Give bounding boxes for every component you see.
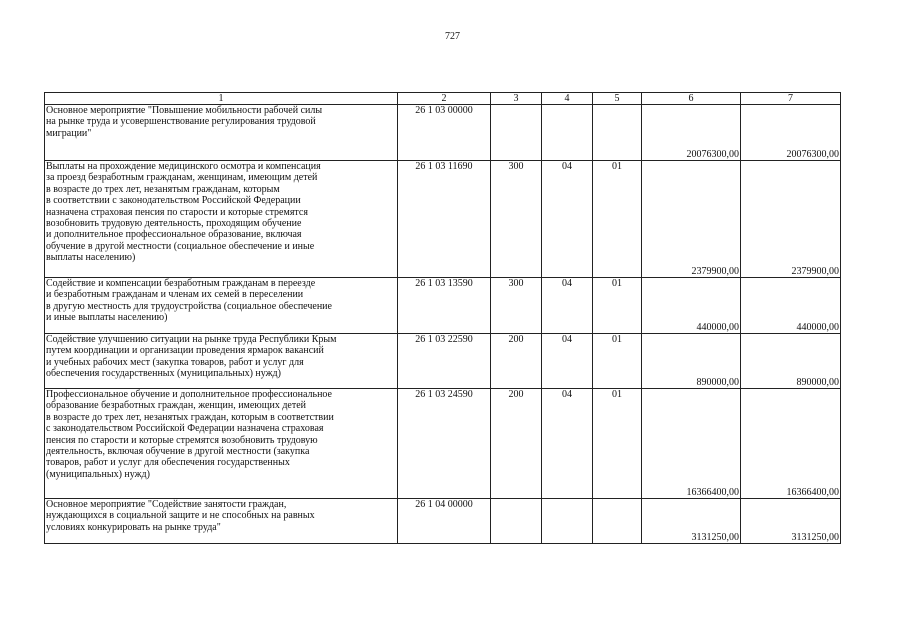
row-col4: 04 [542, 334, 593, 389]
row-code: 26 1 03 13590 [398, 278, 491, 334]
row-col5 [593, 105, 642, 161]
row-col5: 01 [593, 389, 642, 499]
row-col3: 200 [491, 389, 542, 499]
row-amount-6: 890000,00 [642, 334, 741, 389]
row-col5: 01 [593, 161, 642, 278]
row-col4: 04 [542, 278, 593, 334]
row-col5 [593, 499, 642, 544]
row-code: 26 1 03 11690 [398, 161, 491, 278]
row-name: Профессиональное обучение и дополнительное профессиональное образование безработных граждан, женщин, имеющих детей в возрасте до трех лет, незанятых граждан, которым в соответствии с законодательством Российской Федерации назначена страховая пенсия по старости и которые стремятся возобновить трудовую деятельность, включая обучение в другой местности (закупка товаров, работ и услуг для обеспечения государственных (муниципальных) нужд) [45, 389, 398, 499]
budget-table [44, 92, 841, 544]
page-number: 727 [445, 31, 460, 42]
header-cell: 7 [741, 93, 841, 105]
row-col5: 01 [593, 334, 642, 389]
table-header-row [45, 93, 841, 105]
row-code: 26 1 04 00000 [398, 499, 491, 544]
row-amount-7: 890000,00 [741, 334, 841, 389]
header-cell: 6 [642, 93, 741, 105]
row-amount-6: 20076300,00 [642, 105, 741, 161]
table-row [45, 105, 841, 161]
row-amount-6: 16366400,00 [642, 389, 741, 499]
row-amount-6: 440000,00 [642, 278, 741, 334]
row-col4: 04 [542, 161, 593, 278]
row-name: Содействие улучшению ситуации на рынке труда Республики Крым путем координации и организации проведения ярмарок вакансий и учебных рабочих мест (закупка товаров, работ и услуг для обеспечения государственных (муниципальных) нужд) [45, 334, 398, 389]
table-row [45, 389, 841, 499]
row-code: 26 1 03 24590 [398, 389, 491, 499]
row-col3 [491, 105, 542, 161]
row-amount-7: 16366400,00 [741, 389, 841, 499]
row-code: 26 1 03 00000 [398, 105, 491, 161]
row-col4 [542, 499, 593, 544]
row-amount-6: 2379900,00 [642, 161, 741, 278]
row-col3: 300 [491, 161, 542, 278]
table-row [45, 161, 841, 278]
table-row [45, 499, 841, 544]
row-amount-7: 440000,00 [741, 278, 841, 334]
row-amount-7: 3131250,00 [741, 499, 841, 544]
row-col3 [491, 499, 542, 544]
row-col4: 04 [542, 389, 593, 499]
row-name: Выплаты на прохождение медицинского осмотра и компенсация за проезд безработным гражданам, женщинам, имеющим детей в возрасте до трех лет, незанятым гражданам, которым в соответствии с законодательством Российской Федерации назначена страховая пенсия по старости и которые стремятся возобновить трудовую деятельность, проходящим обучение и дополнительное профессиональное образование, включая обучение в другой местности (социальное обеспечение и иные выплаты населению) [45, 161, 398, 278]
table-row [45, 334, 841, 389]
header-cell: 2 [398, 93, 491, 105]
header-cell: 4 [542, 93, 593, 105]
header-cell: 5 [593, 93, 642, 105]
header-cell: 3 [491, 93, 542, 105]
table-row [45, 278, 841, 334]
header-cell: 1 [45, 93, 398, 105]
row-col3: 200 [491, 334, 542, 389]
row-code: 26 1 03 22590 [398, 334, 491, 389]
row-name: Содействие и компенсации безработным гражданам в переезде и безработным гражданам и членам их семей в переселении в другую местность для трудоустройства (социальное обеспечение и иные выплаты населению) [45, 278, 398, 334]
row-amount-6: 3131250,00 [642, 499, 741, 544]
row-col5: 01 [593, 278, 642, 334]
row-name: Основное мероприятие "Содействие занятости граждан, нуждающихся в социальной защите и не способных на равных условиях конкурировать на рынке труда" [45, 499, 398, 544]
row-amount-7: 2379900,00 [741, 161, 841, 278]
row-col3: 300 [491, 278, 542, 334]
row-amount-7: 20076300,00 [741, 105, 841, 161]
row-col4 [542, 105, 593, 161]
row-name: Основное мероприятие "Повышение мобильности рабочей силы на рынке труда и усовершенствование регулирования трудовой миграции" [45, 105, 398, 161]
